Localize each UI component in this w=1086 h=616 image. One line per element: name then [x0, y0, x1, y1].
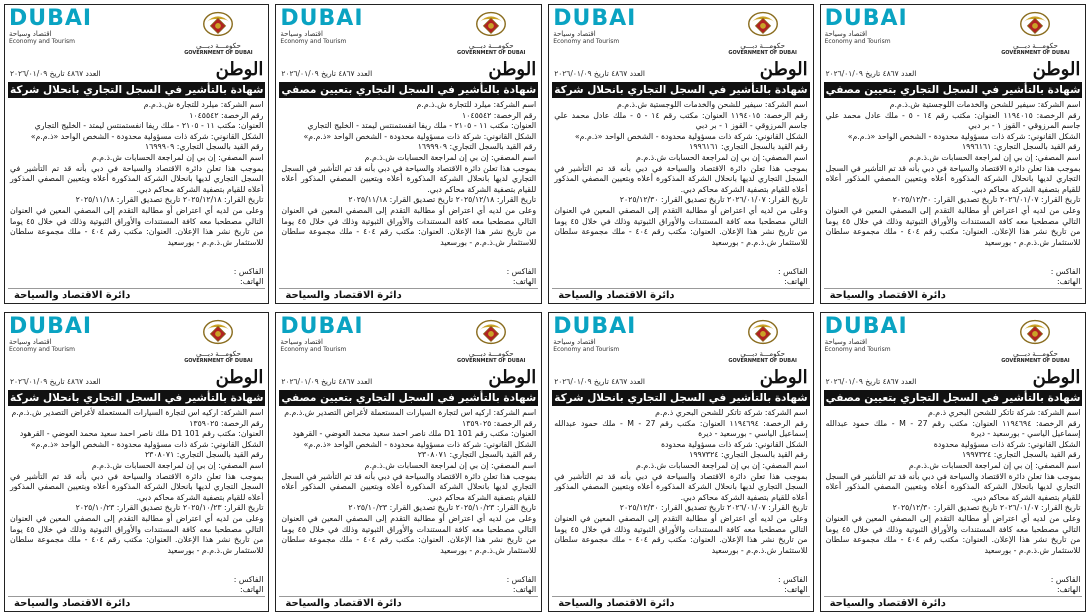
notice-line: بموجب هذا تعلن دائرة الاقتصاد والسياحة في دبي بأنه قد تم التأشير في السجل التجاري لديها بانحلال الشركة المذكورة أعلاه وبتعيين المصفي المذكور أعلاه للقيام بتصفية الشركة محاكم دبي. — [825, 163, 1081, 194]
notice-footer: دائرة الاقتصاد والسياحة — [8, 596, 265, 611]
dubai-brand-logo — [280, 8, 378, 45]
dubai-logo-text: DUBAI — [280, 314, 364, 339]
notice-line: اسم الشركة: ميلرد للتجارة ش.ذ.م.م — [143, 100, 264, 109]
notice-title: شهادة بالتأشير في السجل التجاري بانحلال شركة — [554, 392, 808, 404]
notice-title: شهادة بالتأشير في السجل التجاري بتعيين مصفي — [825, 392, 1081, 404]
dubai-logo-text: DUBAI — [553, 6, 637, 31]
gov-english: GOVERNMENT OF DUBAI — [184, 50, 253, 56]
dubai-logo-text: DUBAI — [280, 6, 364, 31]
gov-arabic: حكومـــة دبـــي — [740, 350, 785, 358]
notice-line: وعلى من لديه أي اعتراض أو مطالبة التقدم إلى المصفي المعين في العنوان التالي مصطحبا معه كافة المستندات والأوراق الثبوتية وذلك في خلال ٤٥ يوما من تاريخ نشر هذا الإعلان. العنوان: مكتب رقم ٤٠٤ - ملك مجموعة سلطان للاستثمار ش.ذ.م.م - بورسعيد — [554, 205, 808, 247]
fax-label: الفاكس : — [777, 575, 808, 584]
phone-label: الهاتف: — [240, 277, 264, 286]
masthead — [276, 60, 541, 80]
dubai-brand-logo — [825, 316, 923, 353]
notice-line: اسم المصفي: إن بي إن لمراجعة الحسابات ش.ذ.م.م — [364, 152, 537, 162]
notice-line: اسم المصفي: إن بي إن لمراجعة الحسابات ش.ذ.م.م — [91, 152, 264, 162]
gov-english: GOVERNMENT OF DUBAI — [456, 358, 526, 364]
dubai-emblem-icon — [199, 8, 237, 38]
dubai-emblem-icon — [1016, 316, 1054, 346]
phone-label: الهاتف: — [1057, 585, 1081, 594]
dubai-logo-text: DUBAI — [9, 314, 93, 339]
issue-line: العدد ٤٨٦٧ تاريخ ٢٠٢٦/٠١/٠٩ — [554, 69, 645, 78]
notice-line: رقم القيد بالسجل التجاري: ١٦٩٩٩٠٩ — [144, 142, 264, 152]
notice-line: الشكل القانوني: شركة ذات مسؤولية محدودة - الشخص الواحد «ذ.م.م» — [30, 439, 264, 449]
notice-line: رقم الرخصة: ١٣٥٩٠٢٥ — [462, 418, 537, 428]
notice-line: رقم القيد بالسجل التجاري: ١٩٩٦١٦١ — [689, 142, 808, 152]
government-block — [989, 316, 1081, 364]
contact-row-phone — [821, 585, 1086, 595]
notice-line: وعلى من لديه أي اعتراض أو مطالبة التقدم إلى المصفي المعين في العنوان التالي مصطحبا معه كافة المستندات والأوراق الثبوتية وذلك في خلال ٤٥ يوما من تاريخ نشر هذا الإعلان. العنوان: مكتب رقم ٤٠٤ - ملك مجموعة سلطان للاستثمار ش.ذ.م.م - بورسعيد — [10, 513, 264, 555]
dubai-emblem-icon — [472, 8, 510, 38]
notice-line: تاريخ القرار: ٢٠٢٦/٠١/٠٧ تاريخ تصديق القرار: ٢٠٢٥/١٢/٣٠ — [619, 195, 808, 205]
notice-line: اسم المصفي: إن بي إن لمراجعة الحسابات ش.ذ.م.م — [908, 152, 1081, 162]
notice-footer: دائرة الاقتصاد والسياحة — [552, 596, 809, 611]
notice-line: رقم الرخصة: ١١٩٤٠١٥ العنوان: مكتب رقم ١٤ - ٥ - ملك عادل محمد علي جاسم المرزوقي - القوز ١ - بر دبي — [554, 110, 808, 131]
newspaper-name: الوطن — [759, 367, 808, 388]
notice-line: تاريخ القرار: ٢٠٢٦/٠١/٠٧ تاريخ تصديق القرار: ٢٠٢٥/١٢/٣٠ — [892, 195, 1081, 205]
notice-line: الشكل القانوني: شركة ذات مسؤولية محدودة — [933, 439, 1081, 449]
notice-line: الشكل القانوني: شركة ذات مسؤولية محدودة — [660, 439, 808, 449]
dept-arabic: اقتصاد وسياحة — [9, 30, 52, 38]
phone-label: الهاتف: — [1057, 277, 1081, 286]
masthead — [5, 60, 268, 80]
dept-arabic: اقتصاد وسياحة — [553, 338, 596, 346]
dept-arabic: اقتصاد وسياحة — [824, 338, 868, 346]
dept-english: Economy and Tourism — [553, 346, 620, 353]
newspaper-name: الوطن — [488, 59, 537, 80]
gov-english: GOVERNMENT OF DUBAI — [456, 50, 526, 56]
contact-row — [276, 267, 541, 277]
gov-arabic: حكومـــة دبـــي — [1013, 350, 1058, 358]
contact-row — [5, 267, 268, 277]
masthead — [549, 368, 812, 388]
contact-row — [276, 575, 541, 585]
notice-line: تاريخ القرار: ٢٠٢٥/١٠/٢٣ تاريخ تصديق القرار: ٢٠٢٥/١٠/٢٣ — [348, 503, 537, 513]
fax-label: الفاكس : — [777, 267, 808, 276]
fax-label: الفاكس : — [233, 267, 264, 276]
notice-card-3 — [548, 4, 813, 304]
government-block — [717, 316, 809, 364]
dept-arabic: اقتصاد وسياحة — [280, 30, 323, 38]
dubai-logo-text: DUBAI — [553, 314, 637, 339]
notice-line: اسم المصفي: إن بي إن لمراجعة الحسابات ش.ذ.م.م — [636, 152, 808, 162]
masthead — [549, 60, 812, 80]
notice-body — [821, 406, 1086, 575]
dubai-emblem-icon — [1016, 8, 1054, 38]
notice-line: رقم الرخصة: ١٠٤٥٥٤٢ — [462, 110, 537, 120]
notice-line: وعلى من لديه أي اعتراض أو مطالبة التقدم إلى المصفي المعين في العنوان التالي مصطحبا معه كافة المستندات والأوراق الثبوتية وذلك في خلال ٤٥ يوما من تاريخ نشر هذا الإعلان. العنوان: مكتب رقم ٤٠٤ - ملك مجموعة سلطان للاستثمار ش.ذ.م.م - بورسعيد — [825, 205, 1081, 247]
notice-body — [276, 406, 541, 575]
notice-footer: دائرة الاقتصاد والسياحة — [824, 596, 1083, 611]
issue-line: العدد ٤٨٦٧ تاريخ ٢٠٢٦/٠١/٠٩ — [825, 69, 917, 78]
dubai-logo-text: DUBAI — [824, 6, 908, 31]
fax-label: الفاكس : — [1050, 267, 1081, 276]
notice-card-7 — [548, 312, 813, 612]
notice-line: الشكل القانوني: شركة ذات مسؤولية محدودة - الشخص الواحد «ذ.م.م» — [303, 131, 537, 141]
phone-label: الهاتف: — [784, 585, 808, 594]
notice-line: رقم الرخصة: ١١٩٤٦٩٤ العنوان: مكتب رقم M - 27 - ملك حمود عبدالله إسماعيل الياسي - بورسعيد - ديرة — [554, 418, 808, 439]
notice-line: اسم الشركة: سيفير للشحن والخدمات اللوجستية ش.ذ.م.م — [616, 100, 808, 109]
notice-line: اسم الشركة: اركيه اس لتجارة السيارات المستعملة لأغراض التصدير ش.ذ.م.م — [284, 408, 537, 417]
dept-english: Economy and Tourism — [824, 38, 891, 45]
dubai-logo-text: DUBAI — [9, 6, 93, 31]
fax-label: الفاكس : — [1050, 575, 1081, 584]
dept-arabic: اقتصاد وسياحة — [824, 30, 868, 38]
notice-line: بموجب هذا تعلن دائرة الاقتصاد والسياحة في دبي بأنه قد تم التأشير في السجل التجاري لديها بانحلال الشركة المذكورة أعلاه وبتعيين المصفي المذكور أعلاه للقيام بتصفية الشركة محاكم دبي. — [10, 471, 264, 502]
contact-row — [821, 575, 1086, 585]
notice-line: الشكل القانوني: شركة ذات مسؤولية محدودة - الشخص الواحد «ذ.م.م» — [847, 131, 1081, 141]
notice-card-2 — [275, 4, 542, 304]
gov-english: GOVERNMENT OF DUBAI — [184, 358, 253, 364]
notice-title: شهادة بالتأشير في السجل التجاري بتعيين مصفي — [281, 392, 537, 404]
notice-title: شهادة بالتأشير في السجل التجاري بانحلال شركة — [10, 392, 264, 404]
dept-english: Economy and Tourism — [280, 38, 347, 45]
contact-row — [5, 575, 268, 585]
dept-arabic: اقتصاد وسياحة — [9, 338, 52, 346]
dubai-brand-logo — [280, 316, 378, 353]
government-block — [445, 8, 537, 56]
notice-line: اسم الشركة: شركة تاتكر للشحن البحري ذ.م.م — [927, 408, 1081, 417]
dubai-brand-logo — [553, 316, 651, 353]
gov-arabic: حكومـــة دبـــي — [1013, 42, 1058, 50]
notice-line: وعلى من لديه أي اعتراض أو مطالبة التقدم إلى المصفي المعين في العنوان التالي مصطحبا معه كافة المستندات والأوراق الثبوتية وذلك في خلال ٤٥ يوما من تاريخ نشر هذا الإعلان. العنوان: مكتب رقم ٤٠٤ - ملك مجموعة سلطان للاستثمار ش.ذ.م.م - بورسعيد — [281, 205, 537, 247]
dubai-logo-text: DUBAI — [824, 314, 908, 339]
notice-line: رقم الرخصة: ١٠٤٥٥٤٢ — [189, 110, 264, 120]
dept-english: Economy and Tourism — [9, 346, 75, 353]
notice-line: رقم القيد بالسجل التجاري: ٢٣٠٨٠٧١ — [144, 450, 264, 460]
notice-line: رقم الرخصة: ١١٩٤٦٩٤ العنوان: مكتب رقم M - 27 - ملك حمود عبدالله إسماعيل الياسي - بورسعيد - ديرة — [825, 418, 1081, 439]
gov-english: GOVERNMENT OF DUBAI — [728, 50, 797, 56]
gov-english: GOVERNMENT OF DUBAI — [1001, 358, 1070, 364]
newspaper-name: الوطن — [215, 59, 264, 80]
notice-footer: دائرة الاقتصاد والسياحة — [824, 288, 1083, 303]
notice-line: رقم القيد بالسجل التجاري: ١٩٩٧٣٢٤ — [689, 450, 808, 460]
notice-line: اسم المصفي: إن بي إن لمراجعة الحسابات ش.ذ.م.م — [364, 460, 537, 470]
notice-line: رقم القيد بالسجل التجاري: ١٦٩٩٩٠٩ — [417, 142, 537, 152]
notice-line: رقم القيد بالسجل التجاري: ٢٣٠٨٠٧١ — [417, 450, 537, 460]
notice-line: اسم الشركة: سيفير للشحن والخدمات اللوجستية ش.ذ.م.م — [889, 100, 1081, 109]
masthead — [821, 368, 1086, 388]
newspaper-name: الوطن — [759, 59, 808, 80]
issue-line: العدد ٤٨٦٧ تاريخ ٢٠٢٦/٠١/٠٩ — [281, 377, 373, 386]
notice-line: بموجب هذا تعلن دائرة الاقتصاد والسياحة في دبي بأنه قد تم التأشير في السجل التجاري لديها بانحلال الشركة المذكورة أعلاه وبتعيين المصفي المذكور أعلاه للقيام بتصفية الشركة محاكم دبي. — [10, 163, 264, 194]
fax-label: الفاكس : — [233, 575, 264, 584]
notice-line: بموجب هذا تعلن دائرة الاقتصاد والسياحة في دبي بأنه قد تم التأشير في السجل التجاري لديها بانحلال الشركة المذكورة أعلاه وبتعيين المصفي المذكور أعلاه للقيام بتصفية الشركة محاكم دبي. — [281, 471, 537, 502]
contact-row — [549, 575, 812, 585]
notice-line: اسم المصفي: إن بي إن لمراجعة الحسابات ش.ذ.م.م — [91, 460, 264, 470]
newspaper-name: الوطن — [488, 367, 537, 388]
phone-label: الهاتف: — [512, 277, 537, 286]
masthead — [821, 60, 1086, 80]
dubai-emblem-icon — [744, 8, 782, 38]
notice-footer: دائرة الاقتصاد والسياحة — [8, 288, 265, 303]
masthead — [276, 368, 541, 388]
notice-line: وعلى من لديه أي اعتراض أو مطالبة التقدم إلى المصفي المعين في العنوان التالي مصطحبا معه كافة المستندات والأوراق الثبوتية وذلك في خلال ٤٥ يوما من تاريخ نشر هذا الإعلان. العنوان: مكتب رقم ٤٠٤ - ملك مجموعة سلطان للاستثمار ش.ذ.م.م - بورسعيد — [825, 513, 1081, 555]
notice-line: بموجب هذا تعلن دائرة الاقتصاد والسياحة في دبي بأنه قد تم التأشير في السجل التجاري لديها بانحلال الشركة المذكورة أعلاه وبتعيين المصفي المذكور أعلاه للقيام بتصفية الشركة محاكم دبي. — [281, 163, 537, 194]
notice-line: بموجب هذا تعلن دائرة الاقتصاد والسياحة في دبي بأنه قد تم التأشير في السجل التجاري لديها بانحلال الشركة المذكورة أعلاه وبتعيين المصفي المذكور أعلاه للقيام بتصفية الشركة محاكم دبي. — [554, 471, 808, 502]
government-block — [445, 316, 537, 364]
dubai-brand-logo — [9, 316, 107, 353]
government-block — [717, 8, 809, 56]
gov-english: GOVERNMENT OF DUBAI — [728, 358, 797, 364]
notice-body — [5, 98, 268, 267]
notice-line: الشكل القانوني: شركة ذات مسؤولية محدودة - الشخص الواحد «ذ.م.م» — [30, 131, 264, 141]
notice-line: الشكل القانوني: شركة ذات مسؤولية محدودة - الشخص الواحد «ذ.م.م» — [303, 439, 537, 449]
phone-label: الهاتف: — [512, 585, 537, 594]
notice-line: رقم الرخصة: ١١٩٤٠١٥ العنوان: مكتب رقم ١٤ - ٥ - ملك عادل محمد علي جاسم المرزوقي - القوز ١ - بر دبي — [825, 110, 1081, 131]
dubai-emblem-icon — [744, 316, 782, 346]
phone-label: الهاتف: — [240, 585, 264, 594]
dubai-brand-logo — [553, 8, 651, 45]
dept-arabic: اقتصاد وسياحة — [280, 338, 323, 346]
contact-row-phone — [821, 277, 1086, 287]
dubai-brand-logo — [825, 8, 923, 45]
notice-line: بموجب هذا تعلن دائرة الاقتصاد والسياحة في دبي بأنه قد تم التأشير في السجل التجاري لديها بانحلال الشركة المذكورة أعلاه وبتعيين المصفي المذكور أعلاه للقيام بتصفية الشركة محاكم دبي. — [825, 471, 1081, 502]
contact-row-phone — [5, 585, 268, 595]
gov-arabic: حكومـــة دبـــي — [468, 350, 514, 358]
dubai-emblem-icon — [472, 316, 510, 346]
notice-line: اسم الشركة: اركيه اس لتجارة السيارات المستعملة لأغراض التصدير ش.ذ.م.م — [11, 408, 264, 417]
notice-footer: دائرة الاقتصاد والسياحة — [279, 596, 538, 611]
notice-line: رقم القيد بالسجل التجاري: ١٩٩٦١٦١ — [961, 142, 1081, 152]
notice-line: اسم المصفي: إن بي إن لمراجعة الحسابات ش.ذ.م.م — [636, 460, 808, 470]
issue-line: العدد ٤٨٦٧ تاريخ ٢٠٢٦/٠١/٠٩ — [10, 69, 101, 78]
government-block — [172, 316, 264, 364]
dept-english: Economy and Tourism — [280, 346, 347, 353]
notice-line: وعلى من لديه أي اعتراض أو مطالبة التقدم إلى المصفي المعين في العنوان التالي مصطحبا معه كافة المستندات والأوراق الثبوتية وذلك في خلال ٤٥ يوما من تاريخ نشر هذا الإعلان. العنوان: مكتب رقم ٤٠٤ - ملك مجموعة سلطان للاستثمار ش.ذ.م.م - بورسعيد — [10, 205, 264, 247]
contact-row-phone — [549, 277, 812, 287]
contact-row-phone — [276, 585, 541, 595]
contact-row — [549, 267, 812, 277]
dept-english: Economy and Tourism — [824, 346, 891, 353]
notice-line: الشكل القانوني: شركة ذات مسؤولية محدودة - الشخص الواحد «ذ.م.م» — [574, 131, 808, 141]
notice-body — [276, 98, 541, 267]
contact-row — [821, 267, 1086, 277]
notice-line: العنوان: مكتب رقم D1 101 ملك ناصر احمد سعيد محمد العوضي - القرهود — [19, 429, 264, 439]
notice-body — [549, 98, 812, 267]
gov-arabic: حكومـــة دبـــي — [196, 350, 241, 358]
notice-title: شهادة بالتأشير في السجل التجاري بانحلال شركة — [10, 84, 264, 96]
newspaper-name: الوطن — [215, 367, 264, 388]
government-block — [989, 8, 1081, 56]
notice-card-1 — [4, 4, 269, 304]
dept-english: Economy and Tourism — [553, 38, 620, 45]
notice-card-5 — [4, 312, 269, 612]
fax-label: الفاكس : — [506, 267, 537, 276]
notice-line: تاريخ القرار: ٢٠٢٥/١٠/٢٣ تاريخ تصديق القرار: ٢٠٢٥/١٠/٢٣ — [75, 503, 264, 513]
dubai-emblem-icon — [199, 316, 237, 346]
newspaper-name: الوطن — [1032, 59, 1081, 80]
gov-arabic: حكومـــة دبـــي — [468, 42, 514, 50]
notice-line: العنوان: مكتب ١١ - ٢١٠٥ - ملك ريفا انفستمنتس ليمتد - الخليج التجاري — [34, 121, 264, 131]
notice-title: شهادة بالتأشير في السجل التجاري بانحلال شركة — [554, 84, 808, 96]
notice-line: رقم الرخصة: ١٣٥٩٠٢٥ — [189, 418, 264, 428]
notice-body — [821, 98, 1086, 267]
masthead — [5, 368, 268, 388]
issue-line: العدد ٤٨٦٧ تاريخ ٢٠٢٦/٠١/٠٩ — [10, 377, 101, 386]
notice-line: اسم الشركة: شركة تاتكر للشحن البحري ذ.م.م — [655, 408, 808, 417]
notice-footer: دائرة الاقتصاد والسياحة — [279, 288, 538, 303]
notice-card-4 — [820, 4, 1086, 304]
notice-card-8 — [820, 312, 1086, 612]
notice-line: وعلى من لديه أي اعتراض أو مطالبة التقدم إلى المصفي المعين في العنوان التالي مصطحبا معه كافة المستندات والأوراق الثبوتية وذلك في خلال ٤٥ يوما من تاريخ نشر هذا الإعلان. العنوان: مكتب رقم ٤٠٤ - ملك مجموعة سلطان للاستثمار ش.ذ.م.م - بورسعيد — [281, 513, 537, 555]
contact-row-phone — [549, 585, 812, 595]
notice-line: العنوان: مكتب ١١ - ٢١٠٥ - ملك ريفا انفستمنتس ليمتد - الخليج التجاري — [307, 121, 537, 131]
notice-body — [549, 406, 812, 575]
notice-line: العنوان: مكتب رقم D1 101 ملك ناصر احمد سعيد محمد العوضي - القرهود — [292, 429, 537, 439]
gov-arabic: حكومـــة دبـــي — [196, 42, 241, 50]
issue-line: العدد ٤٨٦٧ تاريخ ٢٠٢٦/٠١/٠٩ — [825, 377, 917, 386]
issue-line: العدد ٤٨٦٧ تاريخ ٢٠٢٦/٠١/٠٩ — [554, 377, 645, 386]
dubai-brand-logo — [9, 8, 107, 45]
gov-arabic: حكومـــة دبـــي — [740, 42, 785, 50]
dept-english: Economy and Tourism — [9, 38, 75, 45]
issue-line: العدد ٤٨٦٧ تاريخ ٢٠٢٦/٠١/٠٩ — [281, 69, 373, 78]
notice-line: اسم الشركة: ميلرد للتجارة ش.ذ.م.م — [416, 100, 537, 109]
notice-line: وعلى من لديه أي اعتراض أو مطالبة التقدم إلى المصفي المعين في العنوان التالي مصطحبا معه كافة المستندات والأوراق الثبوتية وذلك في خلال ٤٥ يوما من تاريخ نشر هذا الإعلان. العنوان: مكتب رقم ٤٠٤ - ملك مجموعة سلطان للاستثمار ش.ذ.م.م - بورسعيد — [554, 513, 808, 555]
phone-label: الهاتف: — [784, 277, 808, 286]
notice-line: رقم القيد بالسجل التجاري: ١٩٩٧٣٢٤ — [961, 450, 1081, 460]
government-block — [172, 8, 264, 56]
notice-title: شهادة بالتأشير في السجل التجاري بتعيين مصفي — [281, 84, 537, 96]
notice-title: شهادة بالتأشير في السجل التجاري بتعيين مصفي — [825, 84, 1081, 96]
notice-body — [5, 406, 268, 575]
contact-row-phone — [276, 277, 541, 287]
notice-card-6 — [275, 312, 542, 612]
dept-arabic: اقتصاد وسياحة — [553, 30, 596, 38]
fax-label: الفاكس : — [506, 575, 537, 584]
notice-line: بموجب هذا تعلن دائرة الاقتصاد والسياحة في دبي بأنه قد تم التأشير في السجل التجاري لديها بانحلال الشركة المذكورة أعلاه وبتعيين المصفي المذكور أعلاه للقيام بتصفية الشركة محاكم دبي. — [554, 163, 808, 194]
notice-line: تاريخ القرار: ٢٠٢٦/٠١/٠٧ تاريخ تصديق القرار: ٢٠٢٥/١٢/٣٠ — [619, 503, 808, 513]
notice-line: اسم المصفي: إن بي إن لمراجعة الحسابات ش.ذ.م.م — [908, 460, 1081, 470]
gov-english: GOVERNMENT OF DUBAI — [1001, 50, 1070, 56]
notice-line: تاريخ القرار: ٢٠٢٥/١٢/١٨ تاريخ تصديق القرار: ٢٠٢٥/١١/١٨ — [348, 195, 537, 205]
notice-footer: دائرة الاقتصاد والسياحة — [552, 288, 809, 303]
notice-line: تاريخ القرار: ٢٠٢٦/٠١/٠٧ تاريخ تصديق القرار: ٢٠٢٥/١٢/٣٠ — [892, 503, 1081, 513]
newspaper-name: الوطن — [1032, 367, 1081, 388]
notice-line: تاريخ القرار: ٢٠٢٥/١٢/١٨ تاريخ تصديق القرار: ٢٠٢٥/١١/١٨ — [75, 195, 264, 205]
contact-row-phone — [5, 277, 268, 287]
